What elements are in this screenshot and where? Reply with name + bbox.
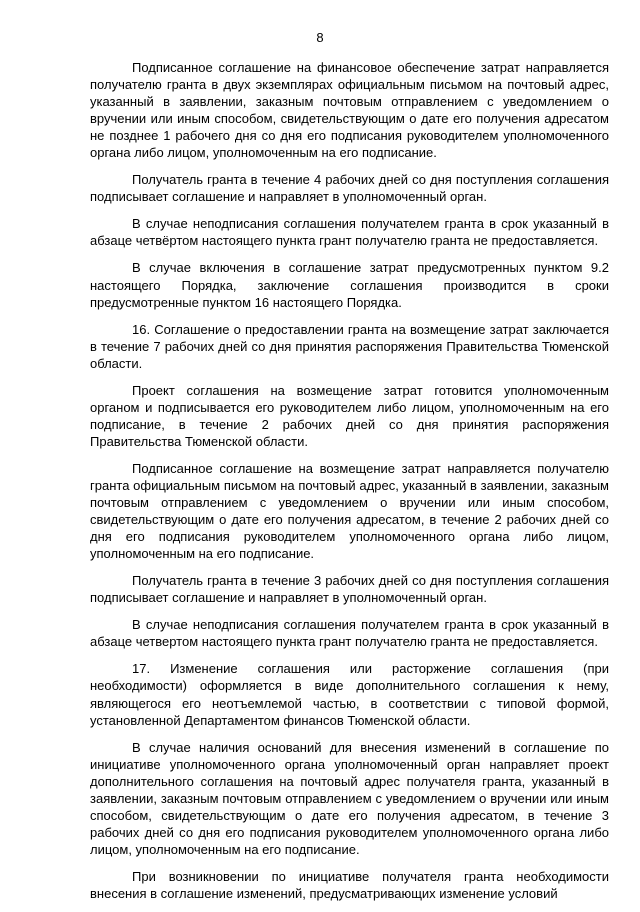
paragraph-amendment-by-recipient: При возникновении по инициативе получателя гранта необходимости внесения в соглашение изменений, предусматривающих изменение условий xyxy=(90,868,609,901)
paragraph-signed-agreement-delivery: Подписанное соглашение на финансовое обеспечение затрат направляется получателю гранта в двух экземплярах официальным письмом на почтовый адрес, указанный в заявлении, заказным почтовым отправлением с уведомлением о вручении или иным способом, свидетельствующим о дате его получения адресатом не позднее 1 рабочего дня со дня его подписания руководителем уполномоченного органа либо лицом, уполномоченным на его подписание. xyxy=(90,60,609,161)
paragraph-clause-16: 16. Соглашение о предоставлении гранта на возмещение затрат заключается в течение 7 рабочих дней со дня принятия распоряжения Правительства Тюменской области. xyxy=(90,321,609,371)
paragraph-costs-inclusion: В случае включения в соглашение затрат предусмотренных пунктом 9.2 настоящего Порядка, заключение соглашения производится в сроки предусмотренные пунктом 16 настоящего Порядка. xyxy=(90,260,609,310)
paragraph-recipient-signing-4-days: Получатель гранта в течение 4 рабочих дней со дня поступления соглашения подписывает соглашение и направляет в уполномоченный орган. xyxy=(90,172,609,205)
paragraph-amendment-by-authority: В случае наличия оснований для внесения изменений в соглашение по инициативе уполномоченного органа уполномоченный орган направляет проект дополнительного соглашения на почтовый адрес получателя гранта, указанный в заявлении, заказным почтовым отправлением с уведомлением о вручении или иным способом, свидетельствующим о дате его получения адресатом, в течение 3 рабочих дней со дня его подписания руководителем уполномоченного органа либо лицом, уполномоченным на его подписание. xyxy=(90,739,609,857)
paragraph-non-signing-consequence: В случае неподписания соглашения получателем гранта в срок указанный в абзаце четвёртом настоящего пункта грант получателю гранта не предоставляется. xyxy=(90,216,609,249)
document-body xyxy=(90,59,609,912)
paragraph-signed-reimbursement-agreement: Подписанное соглашение на возмещение затрат направляется получателю гранта официальным письмом на почтовый адрес, указанный в заявлении, заказным почтовым отправлением с уведомлением о вручении или иным способом, свидетельствующим о дате его получения адресатом, в течение 2 рабочих дней со дня его подписания руководителем уполномоченного органа либо лицом, уполномоченным на его подписание. xyxy=(90,460,609,562)
page-number: 8 xyxy=(316,30,324,45)
paragraph-draft-agreement: Проект соглашения на возмещение затрат готовится уполномоченным органом и подписывается его руководителем либо лицом, уполномоченным на его подписание, в течение 2 рабочих дней со дня принятия распоряжения Правительства Тюменской области. xyxy=(90,382,609,449)
paragraph-clause-17: 17. Изменение соглашения или расторжение соглашения (при необходимости) оформляется в виде дополнительного соглашения к нему, являющегося его неотъемлемой частью, в соответствии с типовой формой, установленной Департаментом финансов Тюменской области. xyxy=(90,661,609,728)
paragraph-recipient-signing-3-days: Получатель гранта в течение 3 рабочих дней со дня поступления соглашения подписывает соглашение и направляет в уполномоченный орган. xyxy=(90,573,609,606)
paragraph-non-signing-consequence-2: В случае неподписания соглашения получателем гранта в срок указанный в абзаце четвертом настоящего пункта грант получателю гранта не предоставляется. xyxy=(90,617,609,650)
